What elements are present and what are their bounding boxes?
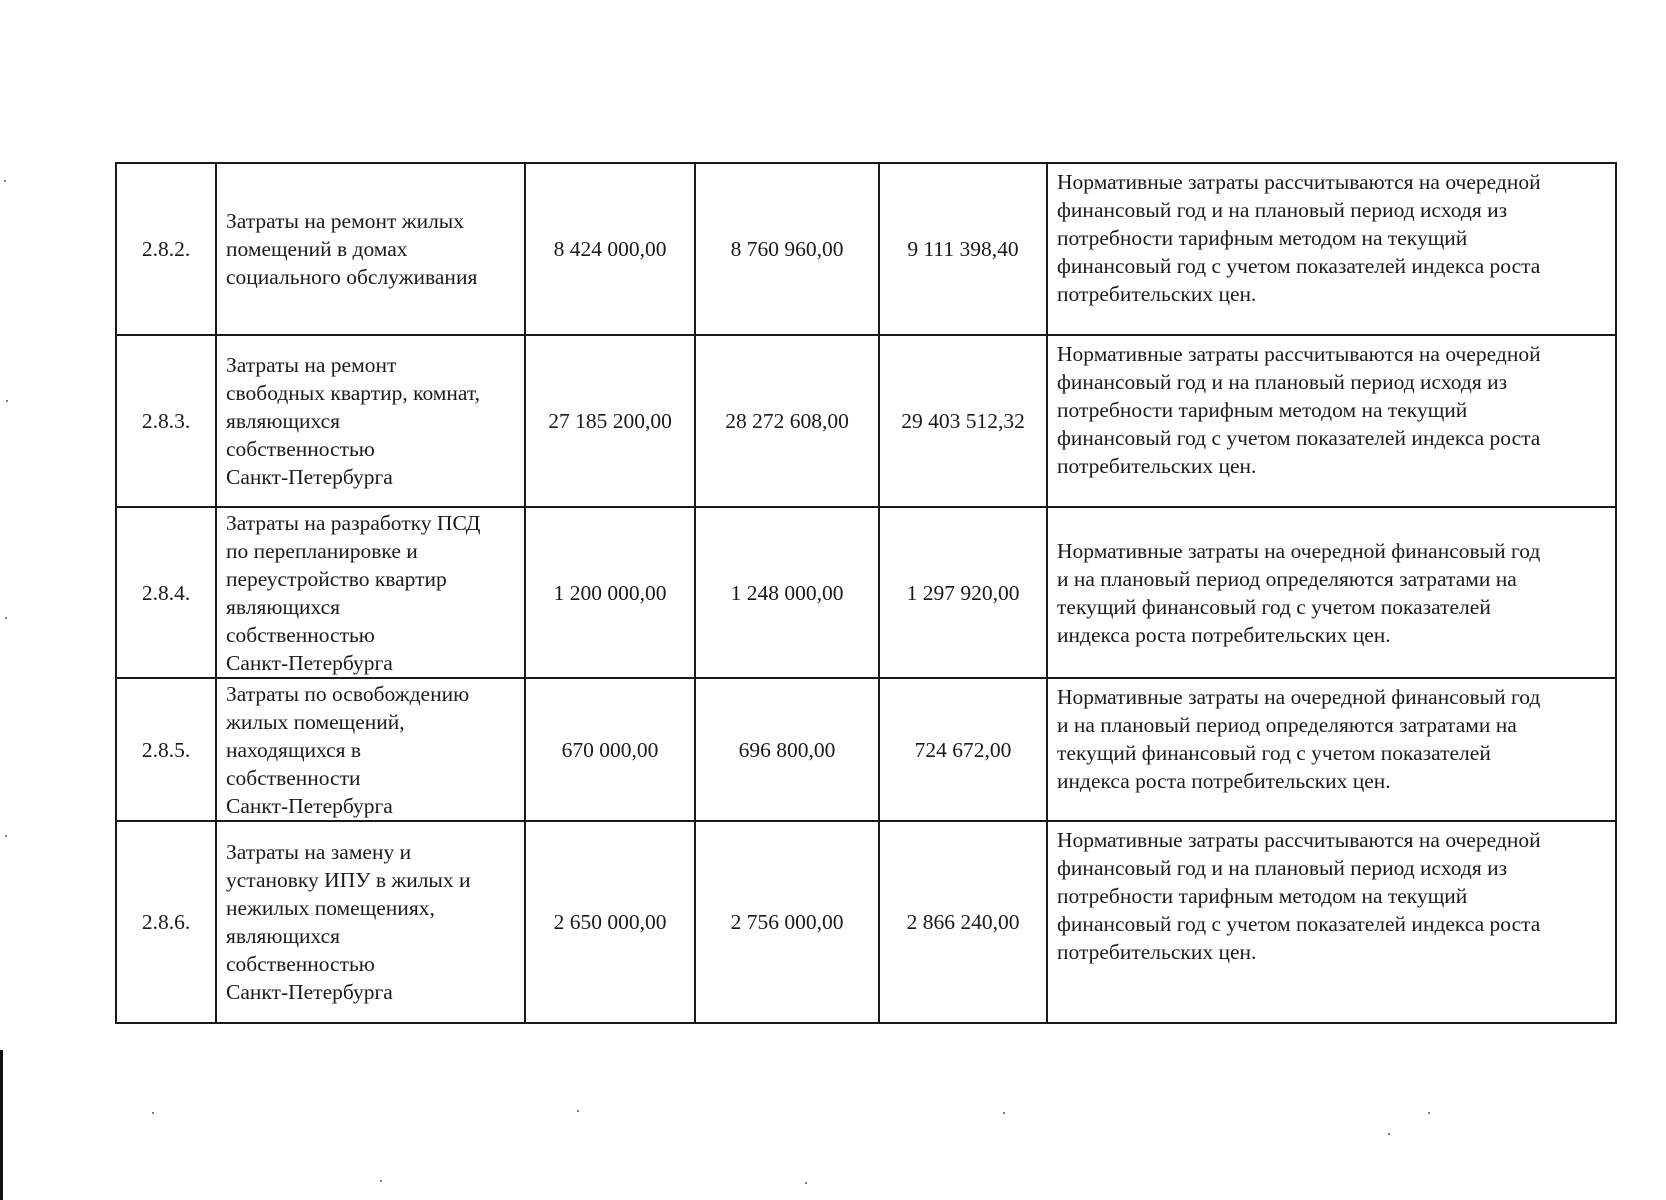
row-value-2: 696 800,00: [695, 678, 879, 821]
scan-speck: [380, 1180, 382, 1182]
row-value-3: 724 672,00: [879, 678, 1047, 821]
row-value-2: 2 756 000,00: [695, 821, 879, 1023]
row-description: Затраты по освобождению жилых помещений, находящихся в собственности Санкт-Петербурга: [216, 678, 525, 821]
scan-speck: [4, 180, 6, 182]
scan-speck: [577, 1110, 579, 1112]
scan-speck: [5, 617, 7, 619]
row-code: 2.8.5.: [116, 678, 216, 821]
scan-speck: [1388, 1133, 1390, 1135]
row-value-2: 1 248 000,00: [695, 507, 879, 678]
row-code: 2.8.2.: [116, 163, 216, 335]
row-note: Нормативные затраты рассчитываются на очередной финансовый год и на плановый период исходя из потребности тарифным методом на текущий финансовый год с учетом показателей индекса роста потребительских цен.: [1047, 335, 1616, 507]
row-description: Затраты на замену и установку ИПУ в жилых и нежилых помещениях, являющихся собственностью Санкт-Петербурга: [216, 821, 525, 1023]
cost-table: [115, 162, 1617, 1024]
row-value-1: 2 650 000,00: [525, 821, 695, 1023]
row-note: Нормативные затраты рассчитываются на очередной финансовый год и на плановый период исходя из потребности тарифным методом на текущий финансовый год с учетом показателей индекса роста потребительских цен.: [1047, 821, 1616, 1023]
scan-speck: [6, 400, 8, 402]
table-row: [116, 678, 1616, 821]
scan-speck: [1428, 1112, 1430, 1114]
row-value-3: 1 297 920,00: [879, 507, 1047, 678]
row-note: Нормативные затраты рассчитываются на очередной финансовый год и на плановый период исходя из потребности тарифным методом на текущий финансовый год с учетом показателей индекса роста потребительских цен.: [1047, 163, 1616, 335]
scan-speck: [152, 1112, 154, 1114]
row-value-2: 8 760 960,00: [695, 163, 879, 335]
row-value-3: 2 866 240,00: [879, 821, 1047, 1023]
table-row: [116, 335, 1616, 507]
row-code: 2.8.4.: [116, 507, 216, 678]
row-note: Нормативные затраты на очередной финансовый год и на плановый период определяются затратами на текущий финансовый год с учетом показателей индекса роста потребительских цен.: [1047, 678, 1616, 821]
row-description: Затраты на разработку ПСД по перепланировке и переустройство квартир являющихся собственностью Санкт-Петербурга: [216, 507, 525, 678]
table-row: [116, 163, 1616, 335]
scan-speck: [1003, 1112, 1005, 1114]
row-value-1: 27 185 200,00: [525, 335, 695, 507]
row-value-1: 8 424 000,00: [525, 163, 695, 335]
row-note: Нормативные затраты на очередной финансовый год и на плановый период определяются затратами на текущий финансовый год с учетом показателей индекса роста потребительских цен.: [1047, 507, 1616, 678]
table-row: [116, 507, 1616, 678]
row-value-1: 670 000,00: [525, 678, 695, 821]
row-code: 2.8.6.: [116, 821, 216, 1023]
scan-speck: [805, 1182, 807, 1184]
row-description: Затраты на ремонт свободных квартир, комнат, являющихся собственностью Санкт-Петербурга: [216, 335, 525, 507]
scan-speck: [5, 835, 7, 837]
row-value-3: 9 111 398,40: [879, 163, 1047, 335]
row-value-2: 28 272 608,00: [695, 335, 879, 507]
row-description: Затраты на ремонт жилых помещений в домах социального обслуживания: [216, 163, 525, 335]
row-value-3: 29 403 512,32: [879, 335, 1047, 507]
row-value-1: 1 200 000,00: [525, 507, 695, 678]
scan-edge-artifact: [0, 1050, 3, 1200]
row-code: 2.8.3.: [116, 335, 216, 507]
table-row: [116, 821, 1616, 1023]
